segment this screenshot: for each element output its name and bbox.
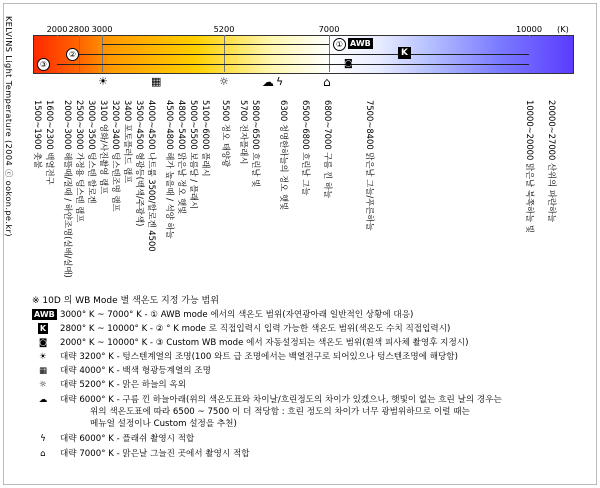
fluorescent-icon: ▦: [151, 75, 162, 88]
legend-custom: ◙ 2000° K ~ 10000° K - ③ Custom WB mode 에서 자동설정되는 색온도 범위(흰색 피사체 촬영후 지정시): [32, 336, 468, 348]
tick-2000: 2000: [46, 24, 68, 34]
tungsten-icon: ☀: [98, 75, 108, 88]
custom-wb-icon: ◙: [344, 59, 353, 69]
custom-wb-icon: ◙: [38, 338, 48, 348]
shade-icon: ⌂: [40, 449, 46, 459]
unit-label: (K): [557, 24, 569, 34]
wb-mode-note-title: ※ 10D 의 WB Mode 별 색온도 지정 가능 범위: [32, 296, 219, 306]
tick-2800: 2800: [68, 24, 90, 34]
legend-k: K 2800° K ~ 10000° K - ② ° K mode 로 직접입력시 입력 가능한 색온도 범위(색온도 수치 직접입력시): [39, 324, 451, 334]
awb-badge: AWB: [350, 39, 371, 48]
legend-fluorescent: ▦ 대략 4000° K - 백색 형광등계열의 조명: [32, 364, 211, 376]
legend-cloudy-cont-2: 메뉴얼 설정이나 Custom 설정을 추천): [90, 419, 237, 429]
legend-cloudy: ☁ 대략 6000° K - 구름 낀 하늘아래(위의 색온도표와 차이날/흐린정도의 차이가 있겠으나, 햇빛이 없는 흐린 날의 경우는: [32, 393, 502, 405]
tick-7000: 7000: [318, 24, 340, 34]
legend-daylight: ☼ 대략 5200° K - 맑은 하늘의 옥외: [32, 378, 186, 390]
range-line-k: [79, 54, 529, 55]
gridline-2000: [57, 35, 58, 72]
legend-cloudy-cont-1: 위의 색온도표에 따라 6500 ~ 7500 이 더 적당함 : 흐린 정도의 차이가 너무 광범위하므로 이럴 때는: [90, 407, 470, 417]
legend-tungsten: ☀ 대략 3200° K - 텅스텐계열의 조명(100 와트 급 조명에서는 백열전구로 되어있으나 텅스텐조명에 해당함): [32, 350, 458, 362]
range-line-custom: [57, 64, 529, 65]
side-caption: KELVINS Light Temperature (2004 ⓒ ookon.pe.kr): [4, 16, 14, 237]
flash-icon: ϟ: [276, 75, 284, 88]
fluorescent-icon: ▦: [38, 366, 48, 376]
legend-awb: AWB 3000° K ~ 7000° K - ① AWB mode 에서의 색온도 범위(자연광아래 일반적인 상황에 대응): [34, 310, 414, 320]
range-line-awb: [102, 44, 329, 45]
awb-icon: AWB: [34, 310, 55, 319]
shade-icon: ⌂: [323, 75, 331, 89]
marker-1: ①: [333, 38, 346, 51]
tick-3000: 3000: [91, 24, 113, 34]
legend-flash: ϟ 대략 6000° K - 플래쉬 촬영시 적합: [32, 432, 194, 444]
marker-2: ②: [66, 48, 79, 61]
tick-5200: 5200: [213, 24, 235, 34]
k-icon: K: [39, 324, 47, 333]
daylight-icon: ☼: [39, 380, 47, 390]
flash-icon: ϟ: [40, 434, 46, 444]
daylight-icon: ☼: [219, 75, 229, 88]
k-badge: K: [398, 47, 411, 59]
marker-3: ③: [37, 58, 50, 71]
gridline-10000: [529, 35, 530, 72]
cloudy-icon: ☁: [262, 75, 274, 89]
legend-shade: ⌂ 대략 7000° K - 맑은날 그늘진 곳에서 촬영시 적합: [32, 447, 250, 459]
tungsten-icon: ☀: [39, 352, 47, 362]
cloudy-icon: ☁: [38, 395, 48, 405]
tick-10000: 10000: [515, 24, 543, 34]
